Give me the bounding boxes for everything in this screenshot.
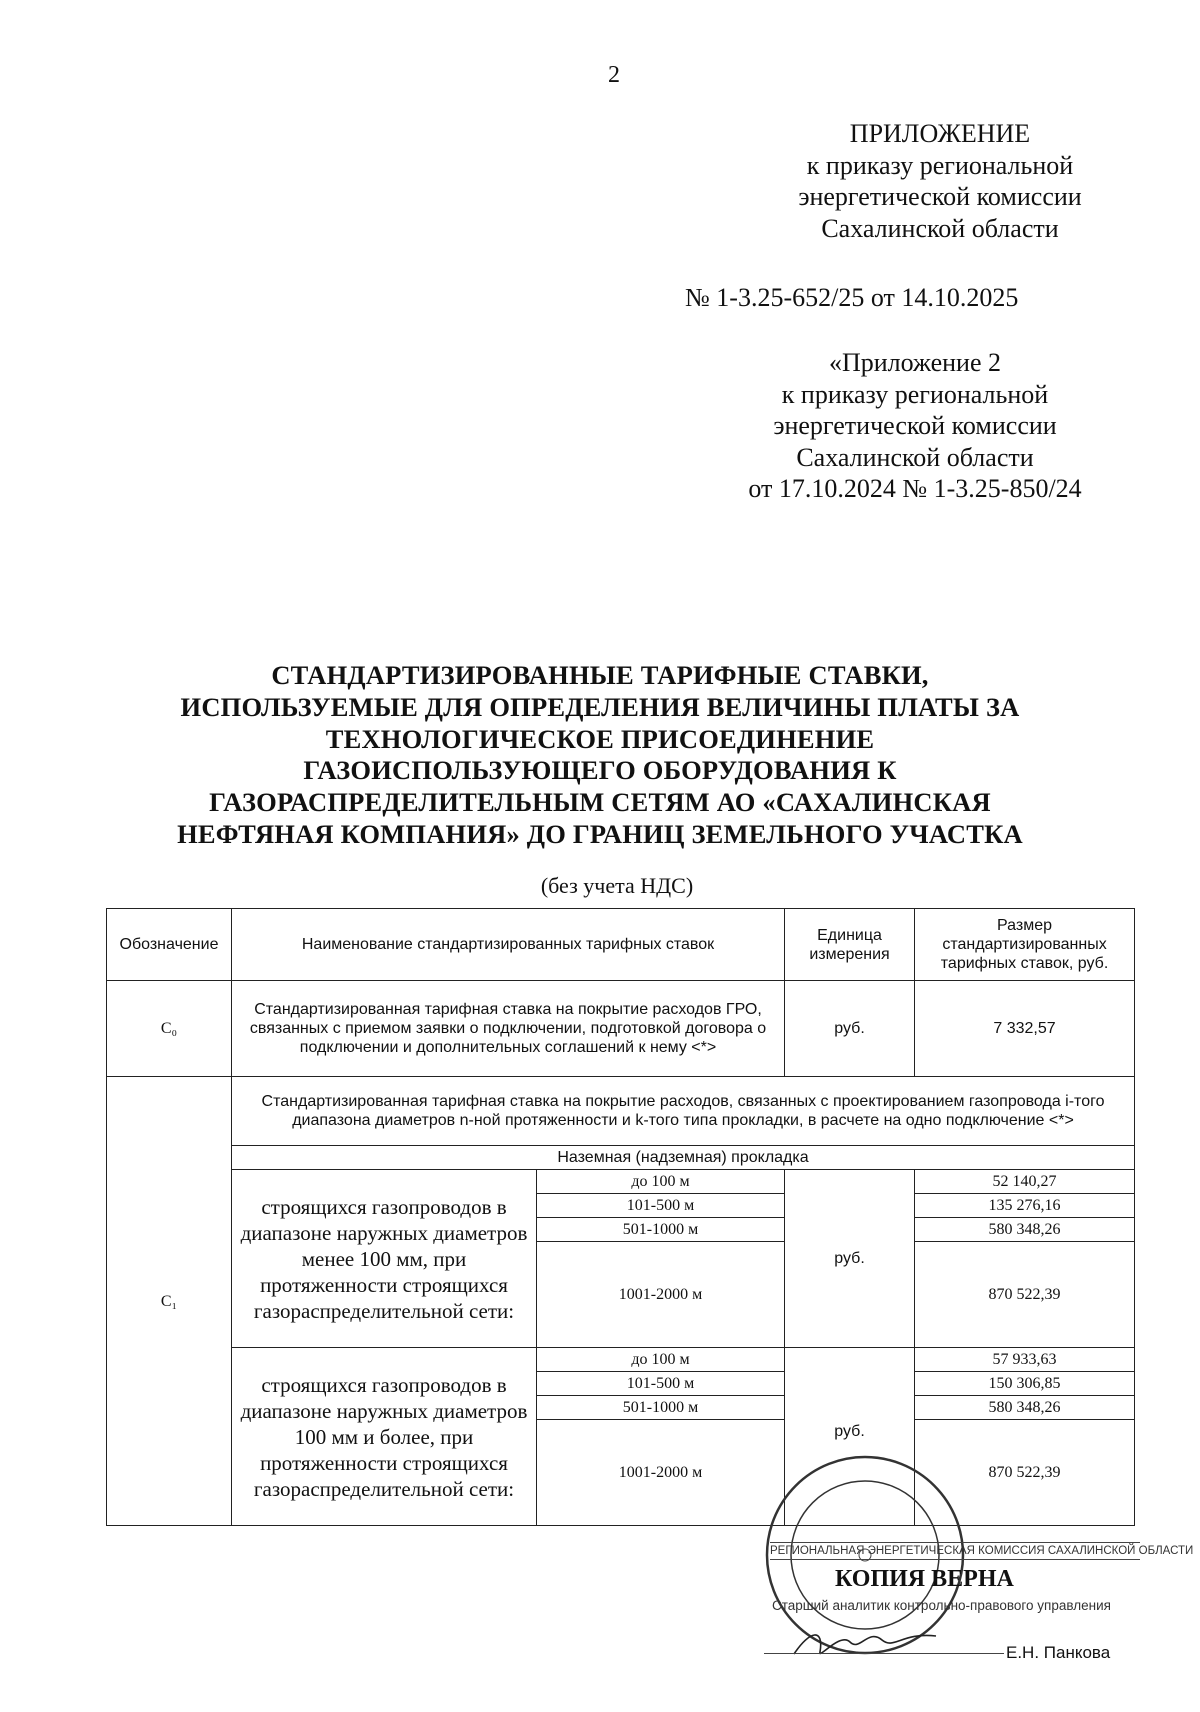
- group-2-unit: руб.: [785, 1348, 915, 1526]
- stamp-org: РЕГИОНАЛЬНАЯ ЭНЕРГЕТИЧЕСКАЯ КОМИССИЯ САХАЛИНСКОЙ ОБЛАСТИ: [770, 1542, 1140, 1560]
- prior-appendix-line: энергетической комиссии: [773, 411, 1057, 440]
- tariff-value: 580 348,26: [915, 1396, 1135, 1420]
- signature-line: [764, 1653, 1004, 1654]
- title-line: ТЕХНОЛОГИЧЕСКОЕ ПРИСОЕДИНЕНИЕ: [325, 723, 875, 754]
- c1-laying-type: Наземная (надземная) прокладка: [232, 1146, 1135, 1170]
- length-range: 501-1000 м: [537, 1218, 785, 1242]
- c0-unit: руб.: [785, 981, 915, 1077]
- appendix-line: энергетической комиссии: [798, 182, 1082, 211]
- appendix-line: Сахалинской области: [821, 213, 1059, 243]
- c1-description: Стандартизированная тарифная ставка на покрытие расходов, связанных с проектированием газопровода i-того диапазона диаметров n-ной протяженности и k-того типа прокладки, в расчете на одно подключение <*>: [232, 1077, 1135, 1146]
- header-name: Наименование стандартизированных тарифных ставок: [232, 909, 785, 981]
- c1-code: C₁: [107, 1077, 232, 1526]
- table-row-c1-description: [107, 1077, 1135, 1146]
- title-line: ИСПОЛЬЗУЕМЫЕ ДЛЯ ОПРЕДЕЛЕНИЯ ВЕЛИЧИНЫ ПЛАТЫ ЗА: [180, 691, 1020, 722]
- table-header-row: [107, 909, 1135, 981]
- appendix-line: ПРИЛОЖЕНИЕ: [849, 119, 1031, 148]
- stamp-copy-label: КОПИЯ ВЕРНА: [835, 1566, 1014, 1592]
- length-range: до 100 м: [537, 1170, 785, 1194]
- title-line: ГАЗОРАСПРЕДЕЛИТЕЛЬНЫМ СЕТЯМ АО «САХАЛИНСКАЯ: [209, 787, 991, 818]
- c0-value: 7 332,57: [915, 981, 1135, 1077]
- length-range: 1001-2000 м: [537, 1242, 785, 1348]
- length-range: 501-1000 м: [537, 1396, 785, 1420]
- tariff-table: [106, 908, 1135, 1526]
- table-row: [107, 1348, 1135, 1372]
- prior-appendix-line: от 17.10.2024 № 1-3.25-850/24: [748, 474, 1082, 503]
- c0-code: C₀: [107, 981, 232, 1077]
- group-1-unit: руб.: [785, 1170, 915, 1348]
- table-row-c0: [107, 981, 1135, 1077]
- prior-appendix-line: к приказу региональной: [781, 379, 1049, 409]
- table-row-laying: [107, 1146, 1135, 1170]
- certification-stamp: [760, 1450, 1194, 1712]
- group-1-label: строящихся газопроводов в диапазоне наружных диаметров менее 100 мм, при протяженности строящихся газораспределительной сети:: [232, 1170, 537, 1348]
- length-range: 1001-2000 м: [537, 1420, 785, 1526]
- tariff-value: 580 348,26: [915, 1218, 1135, 1242]
- document-title: [60, 660, 1140, 851]
- tariff-value: 52 140,27: [915, 1170, 1135, 1194]
- tariff-value: 57 933,63: [915, 1348, 1135, 1372]
- c0-name: Стандартизированная тарифная ставка на покрытие расходов ГРО, связанных с приемом заявки о подключении, подготовкой договора о подключении и дополнительных соглашений к нему <*>: [232, 981, 785, 1077]
- header-designation: Обозначение: [107, 909, 232, 981]
- length-range: до 100 м: [537, 1348, 785, 1372]
- group-2-label: строящихся газопроводов в диапазоне наружных диаметров 100 мм и более, при протяженности строящихся газораспределительной сети:: [232, 1348, 537, 1526]
- title-line: ГАЗОИСПОЛЬЗУЮЩЕГО ОБОРУДОВАНИЯ К: [303, 755, 897, 786]
- order-reference: № 1-3.25-652/25 от 14.10.2025: [685, 283, 1019, 312]
- stamp-signer: Е.Н. Панкова: [1006, 1643, 1111, 1662]
- prior-appendix-line: Сахалинской области: [796, 442, 1034, 472]
- table-row: [107, 1170, 1135, 1194]
- length-range: 101-500 м: [537, 1372, 785, 1396]
- appendix-header: [700, 118, 1180, 244]
- prior-appendix-header: [660, 347, 1170, 505]
- tariff-value: 870 522,39: [915, 1420, 1135, 1526]
- tariff-value: 150 306,85: [915, 1372, 1135, 1396]
- prior-appendix-line: «Приложение 2: [828, 348, 1002, 377]
- vat-note: (без учета НДС): [540, 873, 694, 898]
- header-unit: Единица измерения: [785, 909, 915, 981]
- length-range: 101-500 м: [537, 1194, 785, 1218]
- appendix-line: к приказу региональной: [806, 150, 1074, 180]
- tariff-value: 135 276,16: [915, 1194, 1135, 1218]
- title-line: СТАНДАРТИЗИРОВАННЫЕ ТАРИФНЫЕ СТАВКИ,: [271, 660, 929, 690]
- page-number: 2: [608, 62, 620, 88]
- stamp-position: Старший аналитик контрольно-правового управления: [772, 1598, 1111, 1613]
- header-size: Размер стандартизированных тарифных ставок, руб.: [915, 909, 1135, 981]
- tariff-value: 870 522,39: [915, 1242, 1135, 1348]
- title-line: НЕФТЯНАЯ КОМПАНИЯ» ДО ГРАНИЦ ЗЕМЕЛЬНОГО УЧАСТКА: [177, 818, 1023, 849]
- signature-icon: [790, 1622, 940, 1662]
